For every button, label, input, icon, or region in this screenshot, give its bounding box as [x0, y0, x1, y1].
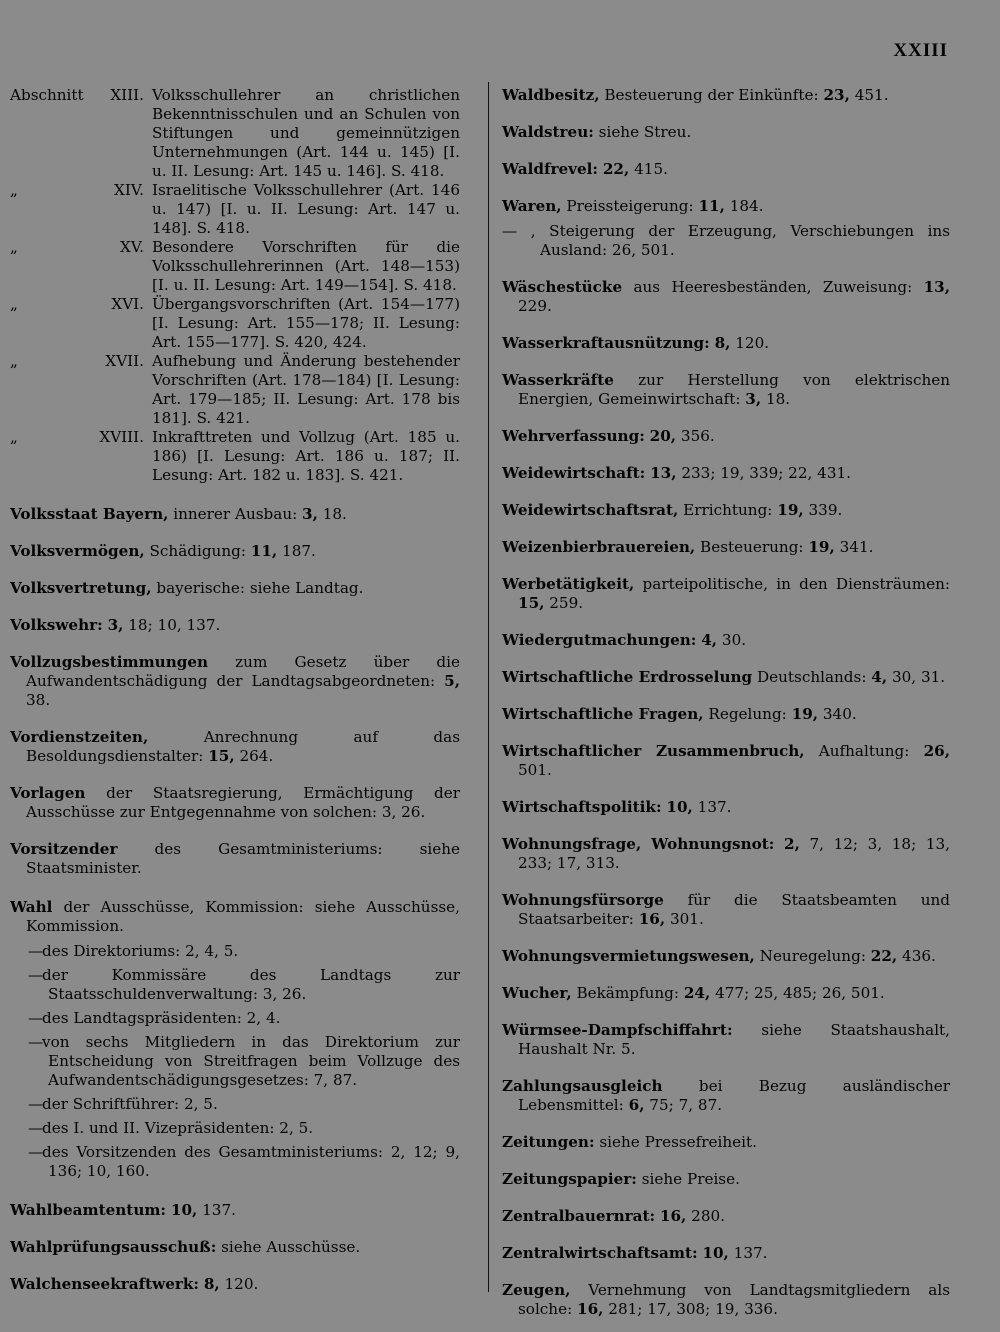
abschnitt-text: Volksschullehrer an christlichen Bekenntnisschulen und an Schulen von Stiftungen und gemeinnützigen Unternehmungen (Art. 144 u. 145) [I. u. II. Lesung: Art. 145 u. 146]. S. 418.: [152, 86, 460, 180]
index-entry: [502, 798, 950, 817]
entry-heading: Wasserkräfte: [502, 371, 614, 389]
abschnitt-number: XIV.: [114, 181, 144, 199]
abschnitt-text: Übergangsvorschriften (Art. 154—177) [I. Lesung: Art. 155—178; II. Lesung: Art. 155—177]. S. 420, 424.: [152, 295, 460, 351]
index-entry: [502, 501, 950, 520]
abschnitt-row: [10, 352, 460, 428]
entry-heading: Wahl: [10, 898, 53, 916]
entry-volume: 13,: [650, 464, 677, 482]
entry-volume: 15,: [208, 747, 235, 765]
entry-volume: 16,: [659, 1207, 687, 1225]
abschnitt-number: XV.: [120, 238, 144, 256]
entry-pages: 281; 17, 308; 19, 336.: [603, 1300, 778, 1318]
entry-volume: 24,: [683, 984, 711, 1002]
entry-pages: 341.: [834, 538, 874, 556]
abschnitt-prefix: „: [10, 352, 18, 370]
entry-volume: 19,: [791, 705, 819, 723]
entry-volume: 3,: [107, 616, 124, 634]
index-entry: [502, 742, 950, 780]
index-entry: [10, 840, 460, 878]
entry-volume: 4,: [871, 668, 888, 686]
entry-text: [774, 835, 784, 853]
entry-text: Neuregelung:: [754, 947, 871, 965]
entry-volume: 22,: [602, 160, 630, 178]
entry-heading: Wahlprüfungsausschuß:: [10, 1238, 217, 1256]
entry-pages: 233; 19, 339; 22, 431.: [676, 464, 851, 482]
abschnitt-row: [10, 238, 460, 295]
entry-heading: Wiedergutmachungen:: [502, 631, 697, 649]
index-entry: [502, 464, 950, 483]
entry-volume: 13,: [923, 278, 950, 296]
index-entry: [502, 1207, 950, 1226]
entry-pages: 120.: [730, 334, 770, 352]
entry-heading: Würmsee-Dampfschiffahrt:: [502, 1021, 733, 1039]
entry-heading: Weizenbierbrauereien,: [502, 538, 696, 556]
entry-heading: Vollzugsbestimmungen: [10, 653, 209, 671]
abschnitt-list: [10, 86, 460, 485]
entry-heading: Wirtschaftliche Erdrosselung: [502, 668, 753, 686]
abschnitt-text: Israelitische Volksschullehrer (Art. 146 u. 147) [I. u. II. Lesung: Art. 147 u. 148]. S. 418.: [152, 181, 460, 237]
em-dash: —: [28, 942, 44, 960]
abschnitt-prefix: „: [10, 428, 18, 446]
entry-volume: 20,: [649, 427, 677, 445]
abschnitt-prefix: „: [10, 238, 18, 256]
entry-volume: 10,: [170, 1201, 198, 1219]
entry-pages: 120.: [219, 1275, 259, 1293]
entry-heading: Zahlungsausgleich: [502, 1077, 663, 1095]
entry-text: Vernehmung von Landtagsmitgliedern als solche:: [518, 1281, 950, 1318]
index-entry: [10, 784, 460, 822]
entry-volume: 11,: [250, 542, 278, 560]
subentry-text: der Kommissäre des Landtags zur Staatsschuldenverwaltung: 3, 26.: [42, 966, 460, 1003]
entry-volume: 26,: [923, 742, 950, 760]
index-entry: [502, 835, 950, 873]
entry-heading: Volkswehr:: [10, 616, 103, 634]
entry-text: siehe Ausschüsse.: [216, 1238, 361, 1256]
abschnitt-row: [10, 295, 460, 352]
abschnitt-prefix: Abschnitt: [10, 86, 84, 104]
entry-volume: 8,: [714, 334, 731, 352]
wahl-subentry: [10, 942, 460, 961]
index-entry: [502, 1077, 950, 1115]
entry-heading: Wasserkraftausnützung:: [502, 334, 710, 352]
abschnitt-text: Besondere Vorschriften für die Volksschullehrerinnen (Art. 148—153) [I. u. II. Lesung: Art. 149—154]. S. 418.: [152, 238, 460, 294]
entry-heading: Vorsitzender: [10, 840, 118, 858]
entry-pages: 501.: [518, 761, 552, 779]
index-entry: [502, 334, 950, 353]
index-entry: [502, 371, 950, 409]
entry-text: aus Heeresbeständen, Zuweisung:: [622, 278, 924, 296]
entry-volume: 10,: [666, 798, 693, 816]
entry-volume: 5,: [444, 672, 460, 690]
entry-heading: Waldbesitz,: [502, 86, 600, 104]
wahl-subentry: [10, 1143, 460, 1181]
entry-heading: Wohnungsvermietungswesen,: [502, 947, 755, 965]
entry-volume: 3,: [745, 390, 762, 408]
entry-pages: 264.: [234, 747, 274, 765]
abschnitt-number: XVII.: [105, 352, 144, 370]
entry-pages: 18.: [317, 505, 347, 523]
entry-pages: 339.: [803, 501, 843, 519]
entry-pages: 7, 12; 3, 18; 13, 233; 17, 313.: [518, 835, 950, 872]
index-entry: [502, 160, 950, 179]
entry-pages: 477; 25, 485; 26, 501.: [710, 984, 885, 1002]
em-dash: —: [28, 1095, 44, 1113]
em-dash: —: [28, 1009, 44, 1027]
index-entry: [10, 505, 460, 524]
index-entry: [502, 123, 950, 142]
entry-pages: 38.: [26, 691, 51, 709]
abschnitt-row: [10, 428, 460, 485]
right-column: [502, 86, 950, 1319]
abschnitt-number: XIII.: [110, 86, 144, 104]
entry-heading: Wirtschaftspolitik:: [502, 798, 662, 816]
index-entry: [10, 616, 460, 635]
entry-pages: 415.: [629, 160, 668, 178]
entry-text: parteipolitische, in den Diensträumen:: [634, 575, 950, 593]
entry-volume: 16,: [577, 1300, 604, 1318]
index-entry: [502, 427, 950, 446]
column-divider: [488, 82, 489, 1292]
index-entry: [10, 1238, 460, 1257]
entry-text: Schädigung:: [144, 542, 251, 560]
entry-pages: 187.: [277, 542, 316, 560]
index-entry: [502, 197, 950, 216]
entry-volume: 15,: [518, 594, 545, 612]
entry-text: siehe Preise.: [636, 1170, 740, 1188]
entry-heading: Volksstaat Bayern,: [10, 505, 169, 523]
entry-text: des Gesamtministeriums: siehe Staatsminister.: [26, 840, 460, 877]
entry-heading: Werbetätigkeit,: [502, 575, 635, 593]
wahl-subentry: [10, 966, 460, 1004]
entry-pages: 340.: [818, 705, 857, 723]
entry-pages: 229.: [518, 297, 552, 315]
entry-heading: Wohnungsfrage, Wohnungsnot:: [502, 835, 775, 853]
subentry-text: des I. und II. Vizepräsidenten: 2, 5.: [42, 1119, 314, 1137]
index-entry: [502, 86, 950, 105]
entry-heading: Wäschestücke: [502, 278, 623, 296]
entry-pages: 451.: [849, 86, 889, 104]
entry-heading: Vorlagen: [10, 784, 86, 802]
em-dash: —: [28, 1143, 44, 1161]
entry-heading: Zentralwirtschaftsamt:: [502, 1244, 698, 1262]
entry-heading: Weidewirtschaft:: [502, 464, 646, 482]
entry-volume: 3,: [302, 505, 318, 523]
entry-pages: 137.: [692, 798, 732, 816]
wahl-subentry: [10, 1095, 460, 1114]
entry-volume: 19,: [777, 501, 804, 519]
entry-heading: Wirtschaftlicher Zusammenbruch,: [502, 742, 805, 760]
abschnitt-text: Inkrafttreten und Vollzug (Art. 185 u. 186) [I. Lesung: Art. 186 u. 187; II. Lesung: Art. 182 u. 183]. S. 421.: [152, 428, 460, 484]
left-entries: [10, 505, 460, 878]
entry-text: bei Bezug ausländischer Lebensmittel:: [518, 1077, 950, 1114]
entry-volume: 11,: [698, 197, 725, 215]
entry-pages: 30, 31.: [887, 668, 946, 686]
entry-heading: Waldfrevel:: [502, 160, 599, 178]
entry-text: siehe Staatshaushalt, Haushalt Nr. 5.: [518, 1021, 950, 1058]
entry-heading: Waldstreu:: [502, 123, 594, 141]
entry-volume: 4,: [701, 631, 718, 649]
entry-volume: 22,: [870, 947, 898, 965]
entry-text: Bekämpfung:: [571, 984, 684, 1002]
entry-volume: 23,: [823, 86, 850, 104]
index-entry: [10, 1275, 460, 1294]
index-entry: [502, 575, 950, 613]
entry-heading: Wehrverfassung:: [502, 427, 645, 445]
entry-heading: Volksvermögen,: [10, 542, 145, 560]
index-entry: [502, 668, 950, 687]
entry-volume: 19,: [808, 538, 835, 556]
entry-volume: 6,: [628, 1096, 645, 1114]
entry-pages: 436.: [897, 947, 936, 965]
entry-text: Aufhaltung:: [804, 742, 924, 760]
wahl-subentry: [10, 1033, 460, 1090]
index-entry: [502, 1021, 950, 1059]
index-entry: [10, 728, 460, 766]
entry-pages: 75; 7, 87.: [644, 1096, 723, 1114]
entry-text: siehe Pressefreiheit.: [594, 1133, 757, 1151]
em-dash: —: [28, 1033, 44, 1051]
entry-volume: 8,: [203, 1275, 220, 1293]
entry-pages: 18.: [761, 390, 791, 408]
index-entry: [10, 579, 460, 598]
entry-heading: Wahlbeamtentum:: [10, 1201, 167, 1219]
entry-text: Anrechnung auf das Besoldungsdienstalter:: [26, 728, 460, 765]
entry-heading: Wirtschaftliche Fragen,: [502, 705, 704, 723]
index-entry: [502, 1170, 950, 1189]
subentry-text: des Landtagspräsidenten: 2, 4.: [42, 1009, 281, 1027]
index-entry: [502, 538, 950, 557]
abschnitt-prefix: „: [10, 181, 18, 199]
entry-text: Preissteigerung:: [561, 197, 699, 215]
entry-text: siehe Streu.: [593, 123, 692, 141]
index-entry: [502, 1281, 950, 1319]
entry-text: Errichtung:: [678, 501, 778, 519]
index-entry: [10, 542, 460, 561]
index-entry: [502, 1133, 950, 1152]
entry-heading: Wohnungsfürsorge: [502, 891, 664, 909]
index-entry: [10, 1201, 460, 1220]
entry-pages: 137.: [197, 1201, 236, 1219]
subentry-text: des Direktoriums: 2, 4, 5.: [42, 942, 239, 960]
subentry-text: des Vorsitzenden des Gesamtministeriums: 2, 12; 9, 136; 10, 160.: [42, 1143, 460, 1180]
page-number: XXIII: [893, 40, 948, 61]
index-entry-wahl: [10, 898, 460, 936]
entry-text: für die Staatsbeamten und Staatsarbeiter:: [518, 891, 950, 928]
entry-pages: 280.: [686, 1207, 726, 1225]
index-entry: [502, 947, 950, 966]
index-entry: [502, 984, 950, 1003]
wahl-subentry: [10, 1009, 460, 1028]
entry-heading: Zeitungen:: [502, 1133, 595, 1151]
abschnitt-number: XVIII.: [99, 428, 144, 446]
subentry-text: von sechs Mitgliedern in das Direktorium zur Entscheidung von Streitfragen beim Vollzuge des Aufwandentschädigungsgesetzes: 7, 87.: [42, 1033, 460, 1089]
index-entry: [502, 891, 950, 929]
entry-pages: 30.: [717, 631, 747, 649]
entry-heading: Weidewirtschaftsrat,: [502, 501, 679, 519]
entry-heading: Zentralbauernrat:: [502, 1207, 656, 1225]
entry-text: innerer Ausbau:: [168, 505, 303, 523]
entry-pages: 18; 10, 137.: [123, 616, 221, 634]
abschnitt-text: Aufhebung und Änderung bestehender Vorschriften (Art. 178—184) [I. Lesung: Art. 179—185; II. Lesung: Art. 178 bis 181]. S. 421.: [152, 352, 460, 427]
wahl-subentries: [10, 942, 460, 1181]
entry-text: der Ausschüsse, Kommission: siehe Ausschüsse, Kommission.: [26, 898, 460, 935]
entry-text: bayerische: siehe Landtag.: [151, 579, 364, 597]
entry-pages: 356.: [676, 427, 715, 445]
entry-text: zur Herstellung von elektrischen Energien, Gemeinwirtschaft:: [518, 371, 950, 408]
entry-text: Deutschlands:: [752, 668, 872, 686]
entry-volume: 16,: [638, 910, 666, 928]
entry-pages: 184.: [724, 197, 764, 215]
entry-heading: Volksvertretung,: [10, 579, 152, 597]
entry-heading: Walchenseekraftwerk:: [10, 1275, 199, 1293]
entry-pages: 137.: [728, 1244, 768, 1262]
entry-text: der Staatsregierung, Ermächtigung der Ausschüsse zur Entgegennahme von solchen: 3, 26.: [26, 784, 460, 821]
left-column: [10, 86, 460, 1294]
index-entry: [502, 1244, 950, 1263]
abschnitt-row: [10, 86, 460, 181]
index-entry: [502, 705, 950, 724]
index-subentry: — , Steigerung der Erzeugung, Verschiebungen ins Ausland: 26, 501.: [502, 222, 950, 259]
abschnitt-number: XVI.: [111, 295, 144, 313]
index-entry: [502, 631, 950, 650]
entry-heading: Waren,: [502, 197, 562, 215]
left-tail-entries: [10, 1201, 460, 1294]
entry-volume: 2,: [784, 835, 800, 853]
entry-text: Besteuerung der Einkünfte:: [599, 86, 824, 104]
entry-volume: 10,: [702, 1244, 729, 1262]
index-entry: [502, 278, 950, 316]
entry-text: Besteuerung:: [695, 538, 809, 556]
em-dash: —: [28, 1119, 44, 1137]
index-entry: [10, 653, 460, 710]
abschnitt-row: [10, 181, 460, 238]
wahl-subentry: [10, 1119, 460, 1138]
entry-heading: Zeugen,: [502, 1281, 571, 1299]
entry-pages: 301.: [665, 910, 704, 928]
entry-heading: Zeitungspapier:: [502, 1170, 637, 1188]
entry-pages: 259.: [544, 594, 584, 612]
subentry-text: der Schriftführer: 2, 5.: [42, 1095, 218, 1113]
entry-heading: Vordienstzeiten,: [10, 728, 149, 746]
abschnitt-prefix: „: [10, 295, 18, 313]
entry-text: Regelung:: [703, 705, 792, 723]
em-dash: —: [28, 966, 44, 984]
entry-text: zum Gesetz über die Aufwandentschädigung der Landtagsabgeordneten:: [26, 653, 460, 690]
entry-heading: Wucher,: [502, 984, 572, 1002]
